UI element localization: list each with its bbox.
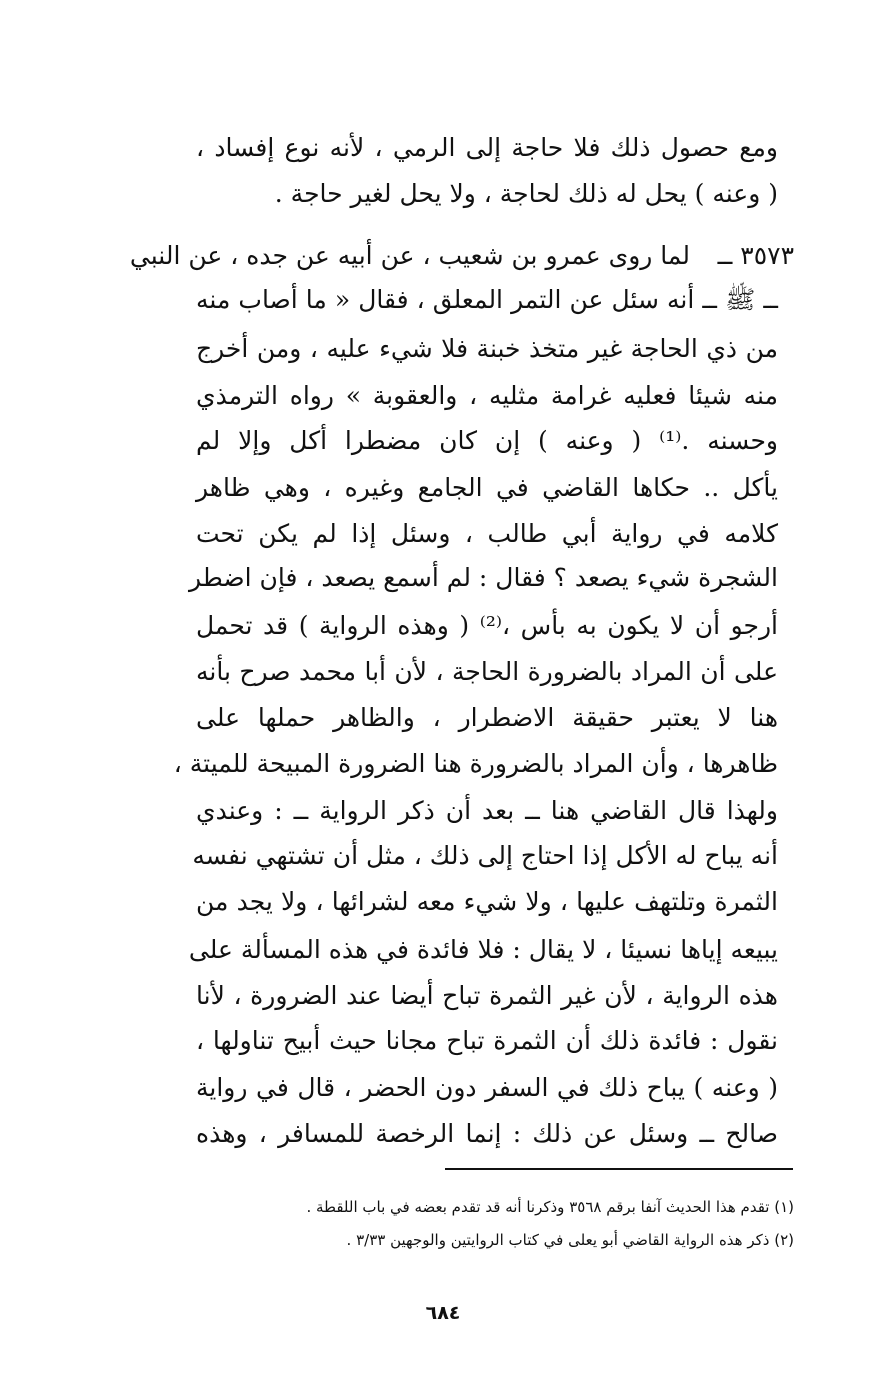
footnote-1: (١) تقدم هذا الحديث آنفا برقم ٣٥٦٨ وذكرنا أنه قد تقدم بعضه في باب اللقطة . (306, 1198, 794, 1216)
text-line: ولهذا قال القاضي هنا ــ بعد أن ذكر الرواية ــ : وعندي (196, 796, 778, 825)
text-line: صالح ــ وسئل عن ذلك : إنما الرخصة للمسافر ، وهذه (196, 1119, 778, 1148)
text-line: يأكل .. حكاها القاضي في الجامع وغيره ، وهي ظاهر (196, 473, 778, 502)
text-line: ( وعنه ) يباح ذلك في السفر دون الحضر ، قال في رواية (196, 1073, 778, 1102)
text-line: نقول : فائدة ذلك أن الثمرة تباح مجانا حيث أبيح تناولها ، (196, 1026, 778, 1055)
text-line: هنا لا يعتبر حقيقة الاضطرار ، والظاهر حملها على (196, 703, 778, 732)
text-line: على أن المراد بالضرورة الحاجة ، لأن أبا محمد صرح بأنه (196, 657, 778, 686)
footnote-divider (445, 1168, 793, 1170)
text-line: من ذي الحاجة غير متخذ خبنة فلا شيء عليه ، ومن أخرج (196, 334, 778, 363)
page-number: ٦٨٤ (425, 1302, 461, 1324)
text-line: لما روى عمرو بن شعيب ، عن أبيه عن جده ، عن النبي (129, 241, 690, 270)
text-line: كلامه في رواية أبي طالب ، وسئل إذا لم يكن تحت (196, 519, 778, 548)
text-line: ومع حصول ذلك فلا حاجة إلى الرمي ، لأنه نوع إفساد ، (196, 133, 778, 162)
footnote-2: (٢) ذكر هذه الرواية القاضي أبو يعلى في كتاب الروايتين والوجهين ٣/٣٣ . (346, 1231, 794, 1249)
text-line: الثمرة وتلتهف عليها ، ولا شيء معه لشرائها ، ولا يجد من (196, 887, 778, 916)
text-line: منه شيئا فعليه غرامة مثليه ، والعقوبة » رواه الترمذي (196, 381, 778, 410)
text-line: يبيعه إياها نسيئا ، لا يقال : فلا فائدة في هذه المسألة على (188, 935, 778, 964)
text-line: هذه الرواية ، لأن غير الثمرة تباح أيضا عند الضرورة ، لأنا (196, 981, 778, 1010)
text-line: ( وعنه ) يحل له ذلك لحاجة ، ولا يحل لغير حاجة . (274, 179, 778, 208)
text-line: الشجرة شيء يصعد ؟ فقال : لم أسمع يصعد ، فإن اضطر (189, 563, 778, 592)
entry-number: ٣٥٧٣ ــ (717, 241, 794, 270)
text-line: ــ ﷺ ــ أنه سئل عن التمر المعلق ، فقال « ما أصاب منه (196, 285, 778, 314)
text-line: ظاهرها ، وأن المراد بالضرورة هنا الضرورة المبيحة للميتة ، (173, 749, 778, 778)
text-line: أرجو أن لا يكون به بأس ،⁽²⁾ ( وهذه الرواية ) قد تحمل (196, 611, 778, 640)
text-line: وحسنه .⁽¹⁾ ( وعنه ) إن كان مضطرا أكل وإلا لم (196, 426, 778, 455)
text-line: أنه يباح له الأكل إذا احتاج إلى ذلك ، مثل أن تشتهي نفسه (192, 841, 778, 870)
